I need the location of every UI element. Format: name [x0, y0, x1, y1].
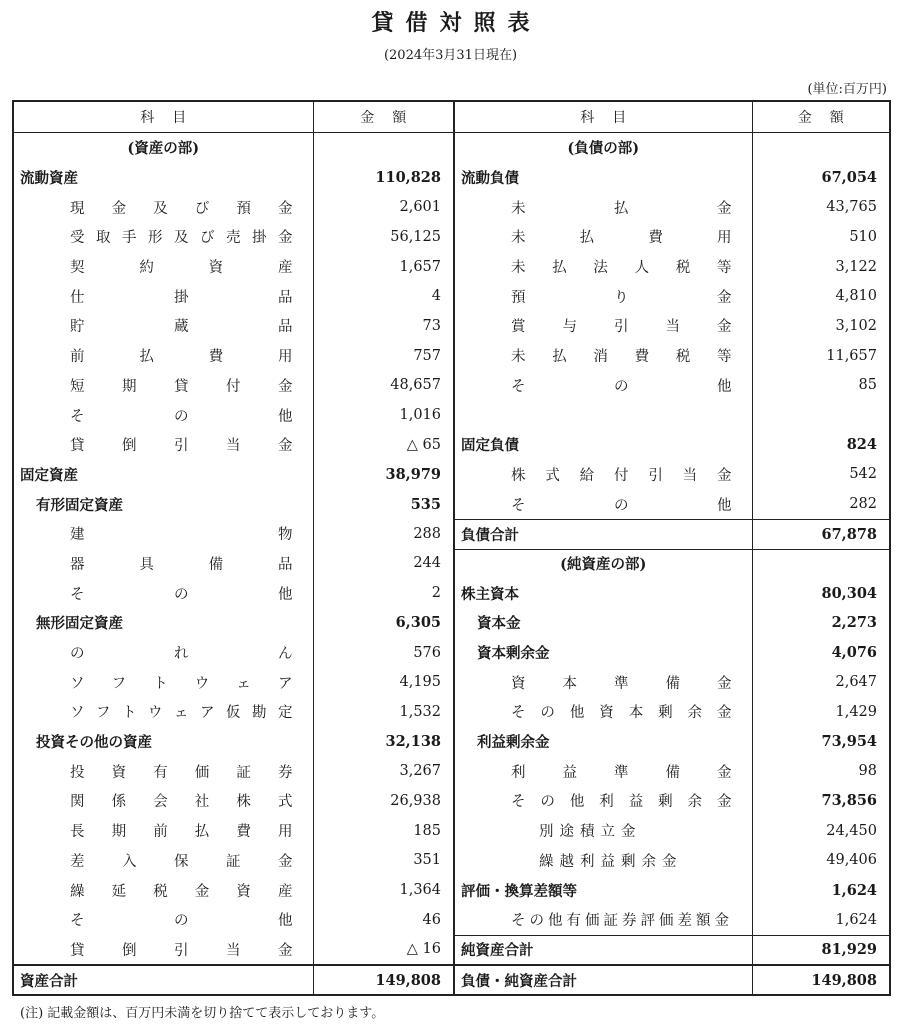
line-item-label — [14, 341, 313, 371]
line-item-amount: 757 — [413, 347, 441, 364]
line-item-amount: 46 — [422, 911, 441, 928]
justified-label: 貸 倒 引 当 金 — [70, 438, 293, 455]
line-item-amount: 2,647 — [835, 674, 877, 691]
line-item-amount: △ 16 — [406, 941, 441, 958]
justified-label: 貯 蔵 品 — [70, 319, 293, 336]
line-item-label — [455, 371, 752, 401]
line-item-amount: 73,856 — [821, 792, 877, 810]
balance-sheet-table — [12, 100, 889, 996]
line-item-amount: 2,601 — [399, 199, 441, 216]
line-item-label: 負債合計 — [455, 519, 752, 549]
justified-label: そ の 他 — [70, 408, 293, 425]
line-item-label — [14, 430, 313, 460]
justified-label: そ の 他 — [511, 378, 732, 395]
justified-label: その他有価証券評価差額金 — [511, 913, 733, 930]
line-item-amount: 3,122 — [835, 258, 877, 275]
header-item-right: 科目 — [454, 101, 752, 133]
line-item-label — [14, 192, 313, 222]
line-item-label — [14, 638, 313, 668]
total-assets-label-cell — [13, 965, 313, 995]
line-item-amount: 73,954 — [821, 733, 877, 751]
line-item-label — [14, 816, 313, 846]
justified-label: 未 払 費 用 — [511, 230, 732, 247]
liabilities-items-col — [454, 133, 752, 966]
line-item-label — [455, 192, 752, 222]
line-item-amount: 542 — [849, 466, 877, 483]
line-item-amount: 288 — [413, 525, 441, 542]
line-item-label: 株主資本 — [461, 585, 519, 603]
line-item-amount: 576 — [413, 644, 441, 661]
line-item-label: 純資産合計 — [455, 935, 752, 965]
line-item-amount: 510 — [849, 228, 877, 245]
justified-label: そ の 他 — [70, 586, 293, 603]
report-date: (2024年3月31日現在) — [383, 48, 518, 63]
justified-label: 投 資 有 価 証 券 — [70, 764, 293, 781]
justified-label: 利 益 準 備 金 — [511, 764, 732, 781]
line-item-amount: △ 65 — [406, 436, 441, 453]
justified-label: 未 払 金 — [511, 200, 732, 217]
line-item-amount: 67,878 — [753, 519, 890, 549]
line-item-amount — [753, 549, 890, 579]
line-item-label — [14, 519, 313, 549]
line-item-amount: 824 — [846, 436, 877, 454]
line-item-amount: 1,429 — [835, 703, 877, 720]
line-item-amount: 1,624 — [831, 881, 877, 899]
line-item-label: 資本金 — [477, 615, 521, 633]
line-item-label — [455, 667, 752, 697]
line-item-amount: 43,765 — [826, 199, 877, 216]
header-item-left: 科目 — [13, 101, 313, 133]
line-item-amount: 1,532 — [399, 703, 441, 720]
line-item-label — [14, 697, 313, 727]
line-item-amount: 282 — [849, 496, 877, 513]
line-item-amount — [753, 133, 890, 163]
line-item-label — [455, 281, 752, 311]
line-item-label — [455, 846, 752, 876]
line-item-amount: 3,102 — [835, 317, 877, 334]
line-item-amount: 26,938 — [390, 792, 441, 809]
assets-amounts-col — [313, 133, 454, 966]
line-item-label: (資産の部) — [127, 140, 200, 158]
line-item-amount: 4,810 — [835, 288, 877, 305]
line-item-label: 無形固定資産 — [36, 615, 123, 633]
line-item-label: (純資産の部) — [455, 549, 752, 579]
justified-label: 別途積立金 — [539, 824, 642, 841]
line-item-amount: 110,828 — [375, 169, 441, 187]
line-item-label — [455, 400, 752, 430]
line-item-label — [455, 756, 752, 786]
line-item-label — [455, 905, 752, 935]
justified-label: ソ フ ト ウ ェ ア 仮 勘 定 — [70, 705, 293, 722]
line-item-amount: 4 — [431, 288, 441, 305]
line-item-amount: 4,076 — [831, 644, 877, 662]
line-item-amount: 185 — [413, 822, 441, 839]
total-assets-amount-cell — [313, 965, 454, 995]
line-item-label: 流動資産 — [20, 170, 78, 188]
line-item-amount: 32,138 — [385, 733, 441, 751]
line-item-label: 流動負債 — [461, 170, 519, 188]
line-item-amount: 85 — [858, 377, 877, 394]
line-item-label: 固定資産 — [20, 466, 78, 484]
justified-label: そ の 他 — [70, 913, 293, 930]
line-item-amount: 1,016 — [399, 407, 441, 424]
line-item-amount: 2 — [431, 585, 441, 602]
justified-label: 現 金 及 び 預 金 — [70, 200, 293, 217]
justified-label: 株 式 給 付 引 当 金 — [511, 467, 732, 484]
line-item-label — [14, 549, 313, 579]
line-item-label — [455, 222, 752, 252]
footnote: (注) 記載金額は、百万円未満を切り捨てて表示しております。 — [20, 1006, 385, 1021]
justified-label: 長 期 前 払 費 用 — [70, 824, 293, 841]
line-item-amount: 535 — [410, 495, 441, 513]
justified-label: 差 入 保 証 金 — [70, 853, 293, 870]
total-assets-amount: 149,808 — [375, 971, 441, 989]
line-item-amount: 67,054 — [821, 169, 877, 187]
liabilities-amounts-col — [752, 133, 890, 966]
line-item-label: 投資その他の資産 — [36, 734, 152, 752]
line-item-amount: 56,125 — [390, 228, 441, 245]
justified-label: 貸 倒 引 当 金 — [70, 942, 293, 959]
line-item-label — [14, 311, 313, 341]
line-item-label — [14, 786, 313, 816]
header-amount-right: 金額 — [752, 101, 890, 133]
line-item-amount: 49,406 — [826, 852, 877, 869]
total-liabilities-equity-label-cell — [454, 965, 752, 995]
justified-label: 受 取 手 形 及 び 売 掛 金 — [70, 230, 293, 247]
line-item-amount: 2,273 — [831, 614, 877, 632]
line-item-amount: 38,979 — [385, 465, 441, 483]
line-item-amount: 81,929 — [753, 935, 890, 965]
justified-label: 仕 掛 品 — [70, 289, 293, 306]
line-item-amount: 351 — [413, 852, 441, 869]
justified-label: 建 物 — [70, 527, 293, 544]
line-item-amount: 1,657 — [399, 258, 441, 275]
line-item-amount: 244 — [413, 555, 441, 572]
justified-label: 器 具 備 品 — [70, 556, 293, 573]
line-item-amount: 48,657 — [390, 377, 441, 394]
total-liabilities-equity-amount: 149,808 — [811, 971, 877, 989]
line-item-label — [455, 311, 752, 341]
line-item-label: 有形固定資産 — [36, 496, 123, 514]
header-amount-left: 金額 — [313, 101, 454, 133]
total-liabilities-equity-amount-cell — [752, 965, 890, 995]
line-item-amount: 6,305 — [395, 614, 441, 632]
justified-label: 資 本 準 備 金 — [511, 675, 732, 692]
line-item-label: (負債の部) — [567, 140, 640, 158]
line-item-label — [14, 756, 313, 786]
justified-label: 未 払 法 人 税 等 — [511, 260, 732, 277]
line-item-label — [455, 252, 752, 282]
line-item-label — [455, 489, 752, 519]
line-item-amount: 1,364 — [399, 882, 441, 899]
line-item-amount: 1,624 — [835, 911, 877, 928]
justified-label: そ の 他 — [511, 497, 732, 514]
justified-label: そ の 他 資 本 剰 余 金 — [511, 705, 732, 722]
justified-label: 短 期 貸 付 金 — [70, 378, 293, 395]
line-item-label — [14, 400, 313, 430]
line-item-label — [455, 697, 752, 727]
justified-label: そ の 他 利 益 剰 余 金 — [511, 794, 732, 811]
unit-label: (単位:百万円) — [807, 82, 887, 97]
assets-items-col — [13, 133, 313, 966]
line-item-label — [455, 786, 752, 816]
justified-label: 賞 与 引 当 金 — [511, 319, 732, 336]
justified-label: の れ ん — [70, 646, 293, 663]
line-item-label — [14, 905, 313, 935]
line-item-amount — [314, 133, 454, 163]
total-assets-label: 資産合計 — [20, 972, 78, 990]
justified-label: 未 払 消 費 税 等 — [511, 349, 732, 366]
line-item-amount: 80,304 — [821, 584, 877, 602]
line-item-amount: 3,267 — [399, 763, 441, 780]
line-item-label — [14, 875, 313, 905]
line-item-label: 固定負債 — [461, 437, 519, 455]
line-item-label — [14, 846, 313, 876]
line-item-amount: 73 — [422, 317, 441, 334]
line-item-label: 資本剰余金 — [477, 645, 550, 663]
line-item-amount: 24,450 — [826, 822, 877, 839]
justified-label: 預 り 金 — [511, 289, 732, 306]
justified-label: 契 約 資 産 — [70, 260, 293, 277]
line-item-label — [14, 935, 313, 965]
line-item-label — [455, 460, 752, 490]
justified-label: 繰越利益剰余金 — [539, 853, 683, 870]
justified-label: 前 払 費 用 — [70, 349, 293, 366]
line-item-amount: 11,657 — [826, 347, 877, 364]
line-item-label — [14, 667, 313, 697]
line-item-label — [455, 816, 752, 846]
line-item-label — [14, 281, 313, 311]
justified-label: 関 係 会 社 株 式 — [70, 794, 293, 811]
line-item-label — [14, 222, 313, 252]
line-item-amount: 98 — [858, 763, 877, 780]
total-liabilities-equity-label: 負債・純資産合計 — [461, 972, 577, 990]
line-item-label: 評価・換算差額等 — [461, 882, 577, 900]
balance-sheet-grid — [12, 100, 891, 996]
report-title: 貸借対照表 — [371, 10, 542, 36]
line-item-label — [14, 578, 313, 608]
line-item-amount — [753, 400, 890, 430]
line-item-label: 利益剰余金 — [477, 734, 550, 752]
justified-label: 繰 延 税 金 資 産 — [70, 883, 293, 900]
line-item-label — [14, 371, 313, 401]
line-item-amount: 4,195 — [399, 674, 441, 691]
justified-label: ソ フ ト ウ ェ ア — [70, 675, 293, 692]
line-item-label — [14, 252, 313, 282]
line-item-label — [455, 341, 752, 371]
